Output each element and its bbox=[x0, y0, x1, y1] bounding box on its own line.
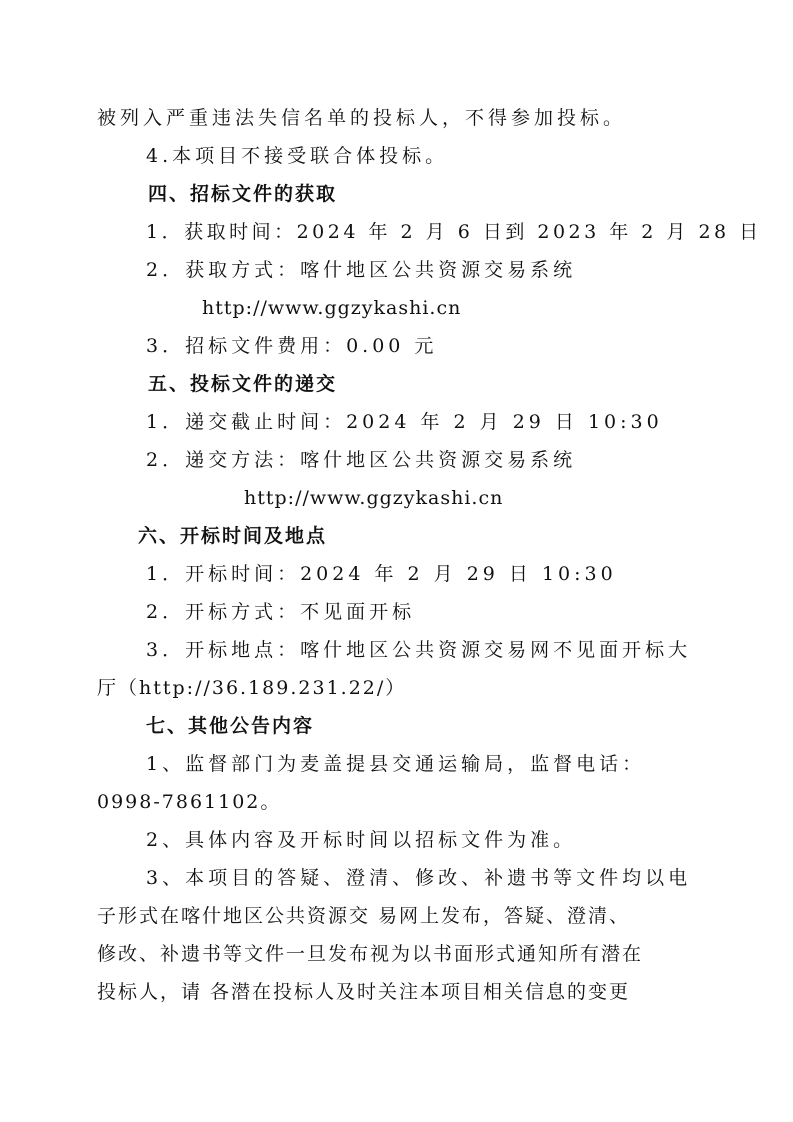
body-line-4: 1．获取时间：2024 年 2 月 6 日到 2023 年 2 月 28 日 bbox=[146, 221, 762, 243]
body-line-21: 3、本项目的答疑、澄清、修改、补遗书等文件均以电 bbox=[146, 867, 692, 889]
body-line-9: 1．递交截止时间：2024 年 2 月 29 日 10:30 bbox=[146, 411, 663, 433]
section-heading-7: 七、其他公告内容 bbox=[146, 715, 315, 737]
url-line-1: http://www.ggzykashi.cn bbox=[202, 297, 462, 319]
url-line-2: http://www.ggzykashi.cn bbox=[244, 487, 504, 509]
body-line-22: 子形式在喀什地区公共资源交 易网上发布，答疑、澄清、 bbox=[97, 905, 631, 927]
body-line-20: 2、具体内容及开标时间以招标文件为准。 bbox=[146, 829, 577, 851]
body-line-5: 2．获取方式：喀什地区公共资源交易系统 bbox=[146, 259, 577, 281]
section-heading-4: 四、招标文件的获取 bbox=[148, 183, 338, 205]
body-line-18: 1、监督部门为麦盖提县交通运输局，监督电话： bbox=[146, 753, 646, 775]
section-heading-6: 六、开标时间及地点 bbox=[138, 525, 328, 547]
body-line-14: 2．开标方式：不见面开标 bbox=[146, 601, 416, 623]
body-line-16: 厅（http://36.189.231.22/） bbox=[97, 677, 407, 699]
section-heading-5: 五、投标文件的递交 bbox=[148, 373, 338, 395]
body-line-10: 2．递交方法：喀什地区公共资源交易系统 bbox=[146, 449, 577, 471]
body-line-7: 3．招标文件费用：0.00 元 bbox=[146, 335, 438, 357]
body-line-1: 被列入严重违法失信名单的投标人，不得参加投标。 bbox=[97, 107, 627, 129]
body-line-24: 投标人，请 各潜在投标人及时关注本项目相关信息的变更 bbox=[97, 981, 631, 1003]
body-line-19: 0998-7861102。 bbox=[97, 791, 282, 813]
body-line-2: 4.本项目不接受联合体投标。 bbox=[146, 145, 449, 167]
body-line-15: 3．开标地点：喀什地区公共资源交易网不见面开标大 bbox=[146, 639, 692, 661]
body-line-23: 修改、补遗书等文件一旦发布视为以书面形式通知所有潜在 bbox=[97, 943, 644, 965]
body-line-13: 1．开标时间：2024 年 2 月 29 日 10:30 bbox=[146, 563, 617, 585]
